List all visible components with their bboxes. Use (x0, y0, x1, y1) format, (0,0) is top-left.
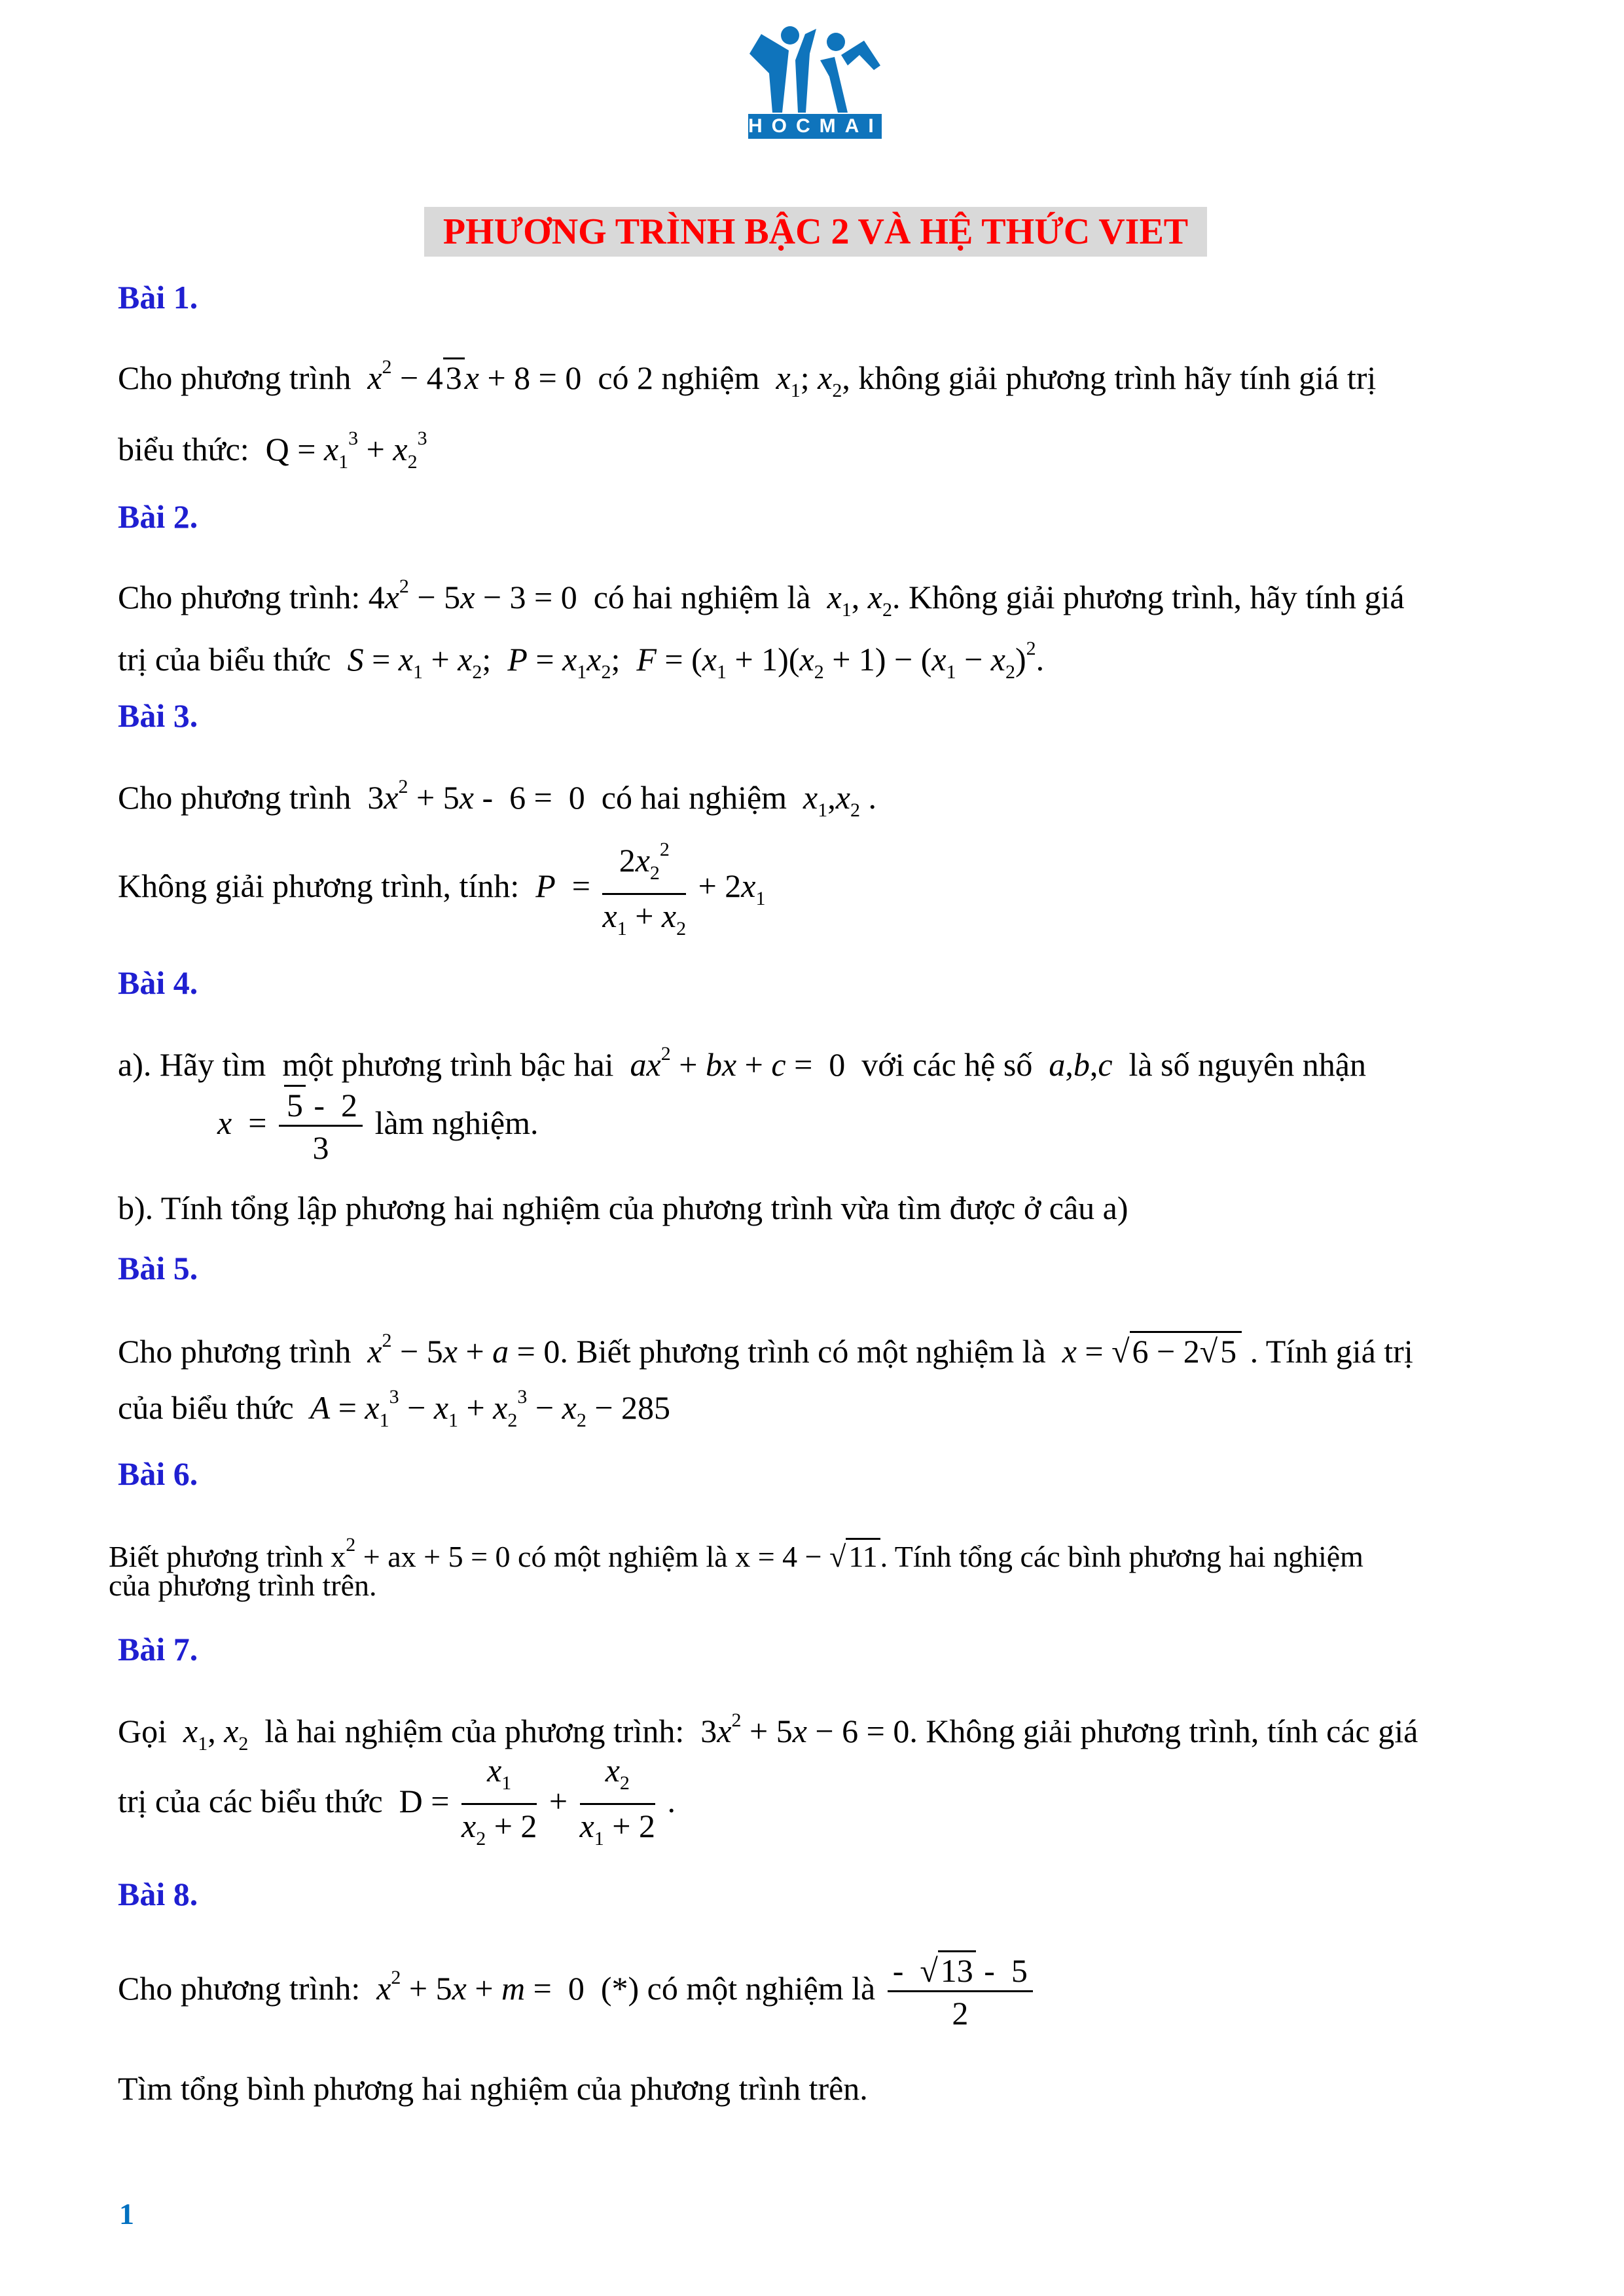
problem-2-line-2: trị của biểu thức $S = x_1 + x_2$; $P = x_1x_2$; $F = (x_1 + 1)(x_2 + 1) - (x_1 - x_2)^2$. (118, 638, 1045, 683)
problem-6-line-2: của phương trình trên. (109, 1569, 377, 1602)
problem-8-line-1: Cho phương trình: $x^2 + 5x + m = 0$ (*) có một nghiệm là $\frac{- √13 - 5}{2}$ (118, 1952, 1037, 2032)
hocmai-logo (743, 14, 887, 139)
hocmai-logo-icon (743, 14, 887, 119)
problem-7-line-1: Gọi $x_1$, $x_2$ là hai nghiệm của phương trình: $3x^2 + 5x - 6 = 0$. Không giải phương trình, tính các giá (118, 1709, 1418, 1755)
problem-5-line-1: Cho phương trình $x^2 - 5x + a = 0$. Biết phương trình có một nghiệm là x = √6 − 2√5 . Tính giá trị (118, 1330, 1413, 1370)
problem-2-line-1: Cho phương trình: $4x^2 - 5x - 3 = 0$ có hai nghiệm là $x_1$, $x_2$. Không giải phương trình, hãy tính giá (118, 575, 1405, 621)
problem-1-line-1: Cho phương trình $x^2 - 43x + 8 = 0$ có 2 nghiệm $x_1$; $x_2$, không giải phương trình hãy tính giá trị (118, 356, 1377, 401)
problem-6-line-1: Biết phương trình $x^2$ + ax + 5 = 0 có một nghiệm là x = 4 − √11. Tính tổng các bình phương hai nghiệm (109, 1534, 1363, 1573)
problem-3-line-2: Không giải phương trình, tính: P = $\frac{2x_2^2}{x_1 + x_2}$ + $2x_1$ (118, 831, 766, 947)
problem-4-line-3: b). Tính tổng lập phương hai nghiệm của phương trình vừa tìm được ở câu a) (118, 1190, 1128, 1226)
problem-4-line-1: a). Hãy tìm một phương trình bậc hai $ax^2$ + bx + c = 0 với các hệ số a,b,c là số nguyên nhận (118, 1043, 1366, 1083)
problem-3-line-1: Cho phương trình $3x^2 + 5x - 6 = 0$ có hai nghiệm $x_1,x_2$ . (118, 776, 876, 821)
problem-8-heading: Bài 8. (118, 1876, 198, 1912)
page-number: 1 (119, 2197, 134, 2231)
problem-5-line-2: của biểu thức $A = x_1^3 - x_1 + x_2^3 - x_2 - 285$ (118, 1386, 671, 1431)
logo-text: HOCMAI (748, 114, 882, 139)
problem-5-heading: Bài 5. (118, 1250, 198, 1286)
page-title: PHƯƠNG TRÌNH BẬC 2 VÀ HỆ THỨC VIET (424, 207, 1207, 257)
problem-7-line-2: trị của các biểu thức D = $\frac{x_1}{x_2 + 2}$ + $\frac{x_2}{x_1 + 2}$ . (118, 1752, 676, 1850)
problem-4-heading: Bài 4. (118, 964, 198, 1001)
problem-8-line-2: Tìm tổng bình phương hai nghiệm của phương trình trên. (118, 2070, 868, 2107)
problem-7-heading: Bài 7. (118, 1631, 198, 1667)
problem-4-line-2: x = $\frac{5 - 2}{3}$ làm nghiệm. (217, 1087, 539, 1166)
problem-3-heading: Bài 3. (118, 697, 198, 734)
problem-6-heading: Bài 6. (118, 1455, 198, 1492)
problem-1-line-2: biểu thức: $Q = x_1^3 + x_2^3$ (118, 428, 427, 473)
problem-1-heading: Bài 1. (118, 279, 198, 316)
problem-2-heading: Bài 2. (118, 498, 198, 535)
